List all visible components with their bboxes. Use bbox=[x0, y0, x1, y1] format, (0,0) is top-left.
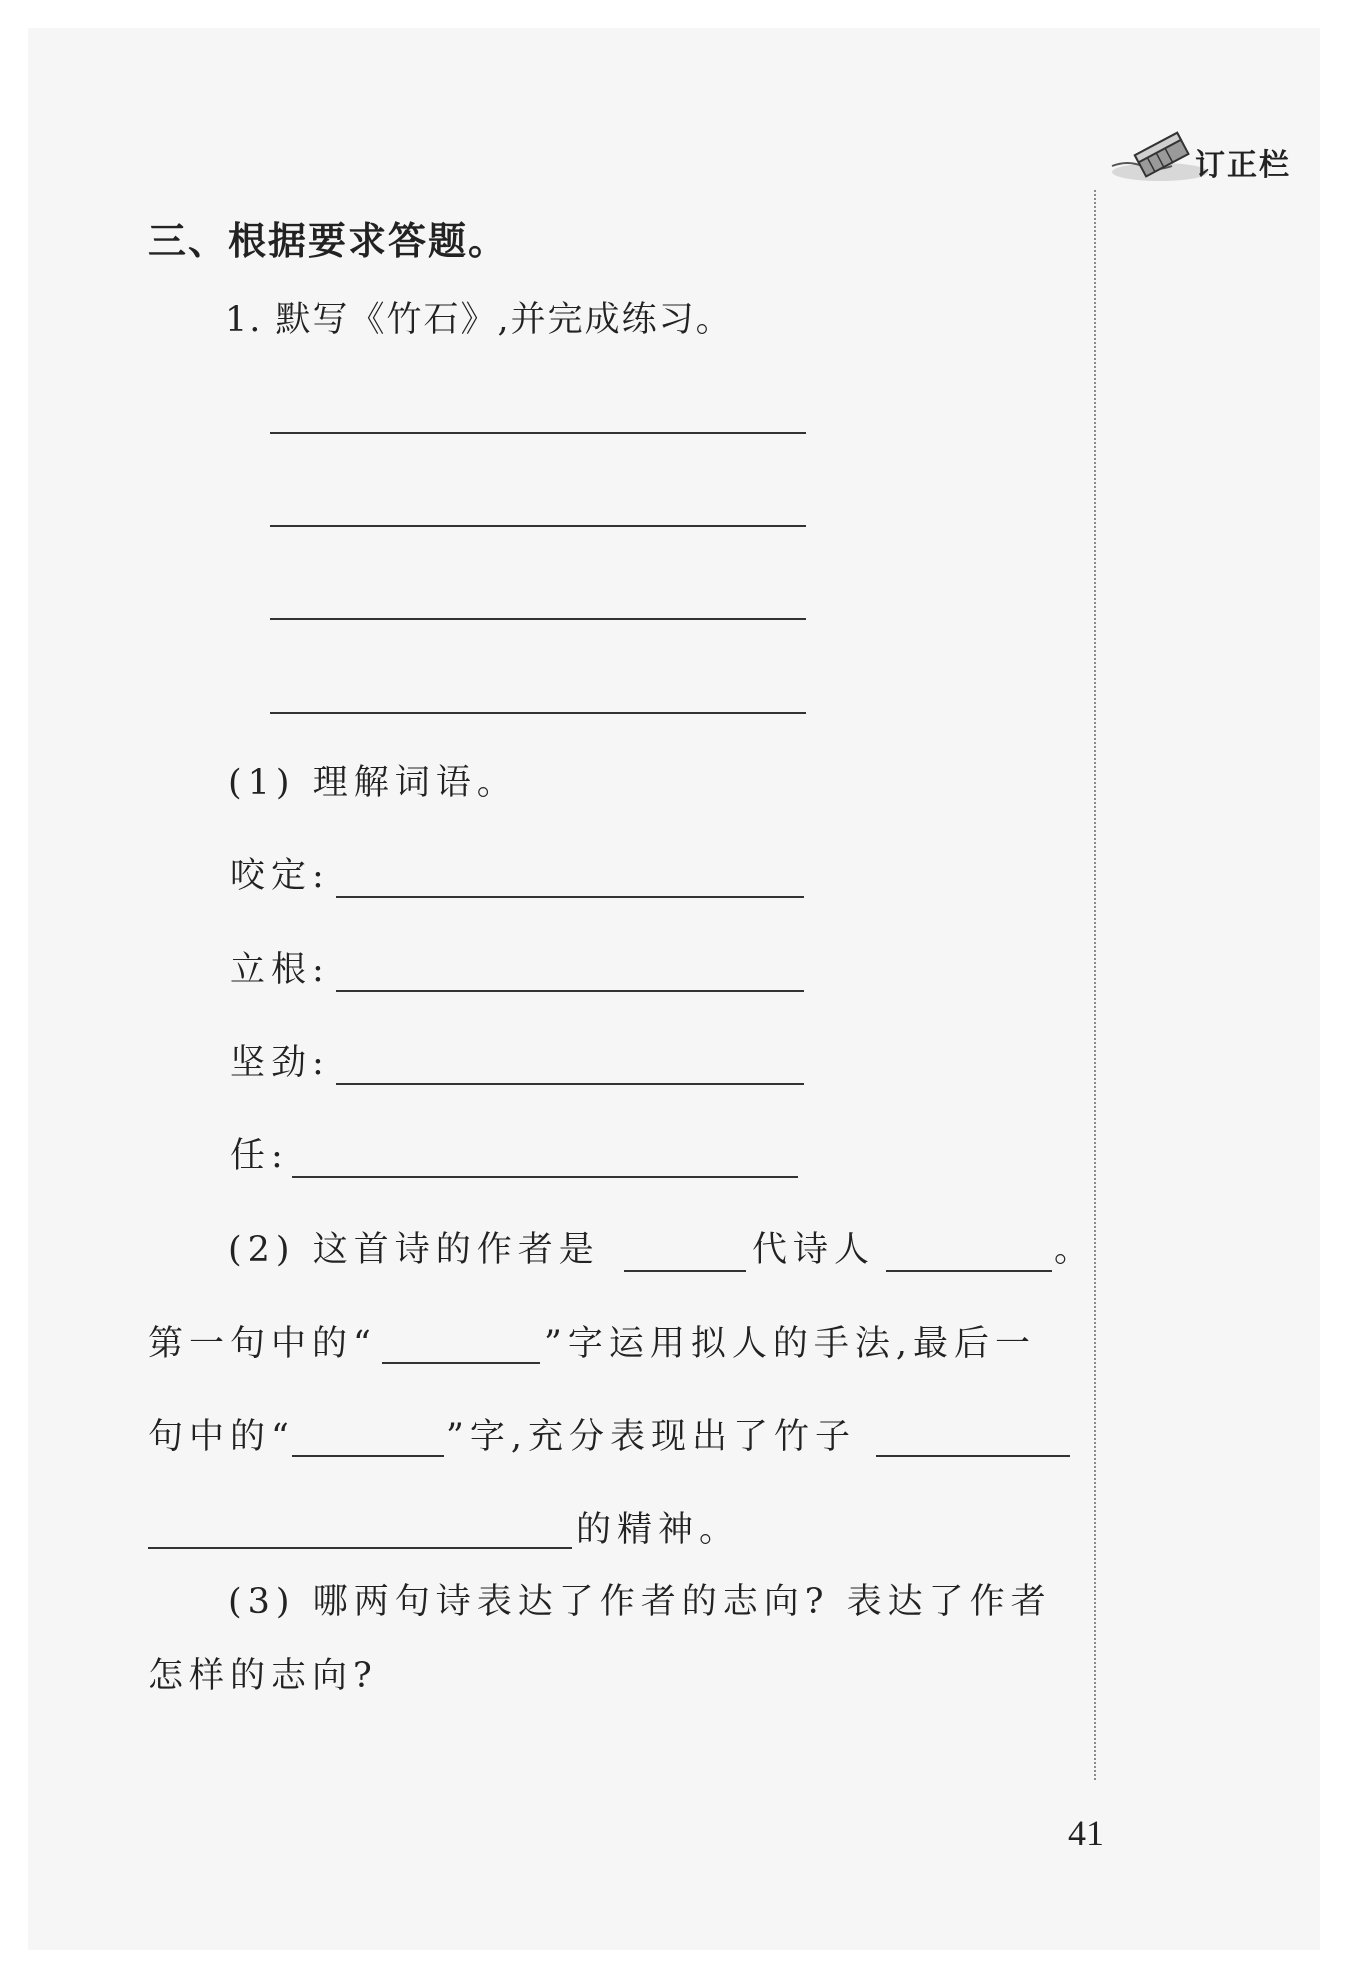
subquestion-3-text: (3) 哪两句诗表达了作者的志向? 表达了作者 bbox=[228, 1582, 1052, 1622]
subquestion-2-text: ”字运用拟人的手法,最后一 bbox=[544, 1324, 1037, 1364]
question-1-prompt: 1. 默写《竹石》,并完成练习。 bbox=[225, 300, 733, 340]
bamboo-spirit-blank[interactable] bbox=[876, 1455, 1070, 1457]
term-answer-blank[interactable] bbox=[336, 1083, 804, 1085]
term-label: 咬定: bbox=[230, 856, 330, 896]
page-number: 41 bbox=[1068, 1813, 1104, 1853]
subquestion-1-heading: (1) 理解词语。 bbox=[228, 763, 518, 803]
bamboo-spirit-blank-continued[interactable] bbox=[148, 1547, 572, 1549]
correction-divider bbox=[1094, 190, 1096, 1780]
subquestion-2-text: 句中的“ bbox=[148, 1417, 295, 1457]
subquestion-2-text: 的精神。 bbox=[576, 1510, 741, 1550]
subquestion-2-text: (2) 这首诗的作者是 bbox=[228, 1230, 600, 1270]
correction-column-label: 订正栏 bbox=[1195, 148, 1291, 183]
poem-line-1-blank[interactable] bbox=[270, 432, 806, 434]
personification-char-blank[interactable] bbox=[382, 1362, 540, 1364]
subquestion-2-text: 。 bbox=[1054, 1230, 1096, 1270]
subquestion-2-text: 代诗人 bbox=[752, 1230, 876, 1270]
subquestion-2-text: 第一句中的“ bbox=[148, 1324, 377, 1364]
term-label: 立根: bbox=[230, 950, 330, 990]
term-label: 任: bbox=[230, 1136, 289, 1176]
poem-line-3-blank[interactable] bbox=[270, 618, 806, 620]
term-answer-blank[interactable] bbox=[292, 1176, 798, 1178]
term-label: 坚劲: bbox=[230, 1043, 330, 1083]
poem-line-2-blank[interactable] bbox=[270, 525, 806, 527]
term-answer-blank[interactable] bbox=[336, 990, 804, 992]
term-answer-blank[interactable] bbox=[336, 896, 804, 898]
key-char-blank[interactable] bbox=[292, 1455, 444, 1457]
poet-name-blank[interactable] bbox=[886, 1270, 1052, 1272]
poem-line-4-blank[interactable] bbox=[270, 712, 806, 714]
section-title: 三、根据要求答题。 bbox=[148, 219, 509, 263]
subquestion-2-text: ”字,充分表现出了竹子 bbox=[446, 1417, 857, 1457]
dynasty-blank[interactable] bbox=[624, 1270, 746, 1272]
subquestion-3-text: 怎样的志向? bbox=[148, 1656, 378, 1696]
